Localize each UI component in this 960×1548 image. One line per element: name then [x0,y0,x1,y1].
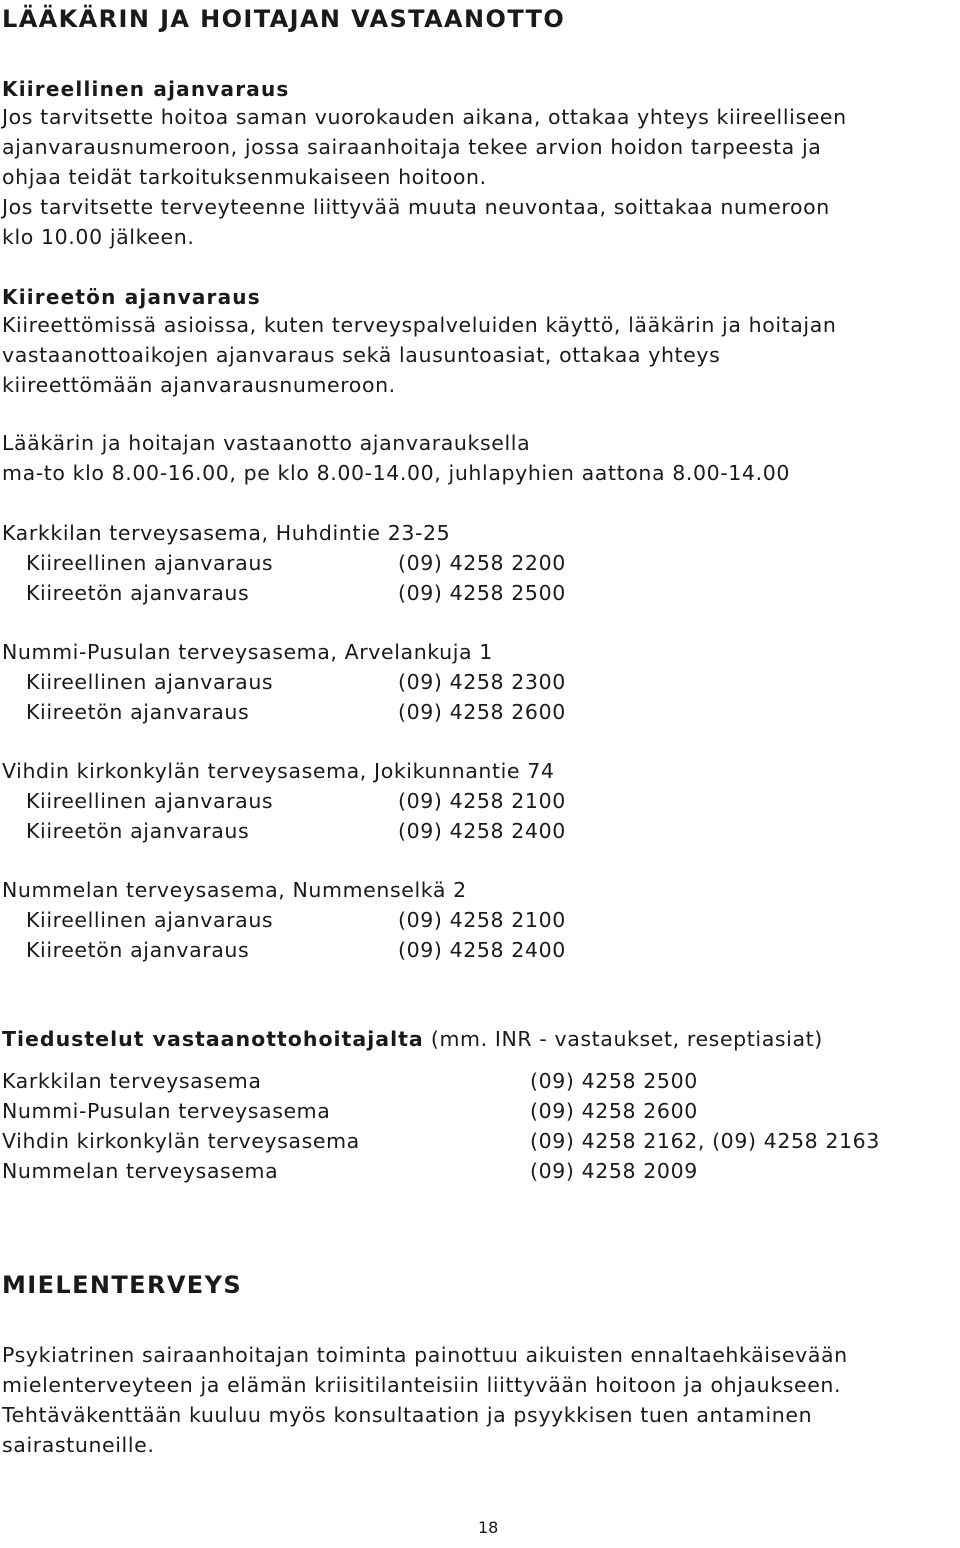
mental-text-line: Psykiatrinen sairaanhoitajan toiminta painottuu aikuisten ennaltaehkäisevään [2,1343,848,1367]
station-row [26,786,273,816]
inquiries-heading-bold: Tiedustelut vastaanottohoitajalta [2,1027,424,1051]
station-row [26,548,273,578]
row-label: Kiireetön ajanvaraus [26,581,250,605]
urgent-heading: Kiireellinen ajanvaraus [2,77,290,101]
station-row [26,578,249,608]
mental-text-line: mielenterveyteen ja elämän kriisitilanteisiin liittyvään hoitoon ja ohjaukseen. [2,1373,842,1397]
hours-line: ma-to klo 8.00-16.00, pe klo 8.00-14.00, juhlapyhien aattona 8.00-14.00 [2,461,790,485]
urgent-text-line: Jos tarvitsette terveyteenne liittyvää muuta neuvontaa, soittakaa numeroon [2,195,830,219]
station-name: Nummi-Pusulan terveysasema, Arvelankuja 1 [2,640,493,664]
inquiry-phone: (09) 4258 2009 [530,1159,698,1183]
row-label: Kiireetön ajanvaraus [26,938,250,962]
mental-text-line: sairastuneille. [2,1433,155,1457]
inquiry-phone: (09) 4258 2162, (09) 4258 2163 [530,1129,880,1153]
hours-line: Lääkärin ja hoitajan vastaanotto ajanvarauksella [2,431,531,455]
inquiry-station-name: Nummelan terveysasema [2,1159,279,1183]
row-label: Kiireellinen ajanvaraus [26,551,274,575]
station-row [26,816,249,846]
phone-number: (09) 4258 2400 [398,819,566,843]
phone-number: (09) 4258 2100 [398,908,566,932]
mental-health-heading: MIELENTERVEYS [2,1271,243,1299]
row-label: Kiireetön ajanvaraus [26,700,250,724]
urgent-text-line: Jos tarvitsette hoitoa saman vuorokauden aikana, ottakaa yhteys kiireelliseen [2,105,847,129]
phone-number: (09) 4258 2400 [398,938,566,962]
nonurgent-text-line: vastaanottoaikojen ajanvaraus sekä lausuntoasiat, ottakaa yhteys [2,343,721,367]
row-label: Kiireellinen ajanvaraus [26,789,274,813]
station-row [26,667,273,697]
station-row [26,935,249,965]
station-name: Nummelan terveysasema, Nummenselkä 2 [2,878,467,902]
urgent-text-line: ajanvarausnumeroon, jossa sairaanhoitaja tekee arvion hoidon tarpeesta ja [2,135,822,159]
phone-number: (09) 4258 2300 [398,670,566,694]
row-label: Kiireellinen ajanvaraus [26,670,274,694]
nonurgent-text-line: kiireettömään ajanvarausnumeroon. [2,373,396,397]
nonurgent-heading: Kiireetön ajanvaraus [2,285,261,309]
page-title: LÄÄKÄRIN JA HOITAJAN VASTAANOTTO [2,5,566,33]
inquiries-heading [2,1024,823,1054]
row-label: Kiireetön ajanvaraus [26,819,250,843]
station-name: Karkkilan terveysasema, Huhdintie 23-25 [2,521,451,545]
phone-number: (09) 4258 2500 [398,581,566,605]
inquiry-phone: (09) 4258 2500 [530,1069,698,1093]
inquiry-phone: (09) 4258 2600 [530,1099,698,1123]
inquiry-station-name: Nummi-Pusulan terveysasema [2,1099,331,1123]
station-name: Vihdin kirkonkylän terveysasema, Jokikunnantie 74 [2,759,555,783]
row-label: Kiireellinen ajanvaraus [26,908,274,932]
inquiry-station-name: Karkkilan terveysasema [2,1069,262,1093]
urgent-text-line: klo 10.00 jälkeen. [2,225,195,249]
phone-number: (09) 4258 2600 [398,700,566,724]
station-row [26,905,273,935]
nonurgent-text-line: Kiireettömissä asioissa, kuten terveyspalveluiden käyttö, lääkärin ja hoitajan [2,313,837,337]
station-row [26,697,249,727]
inquiries-heading-rest: (mm. INR - vastaukset, reseptiasiat) [423,1027,823,1051]
phone-number: (09) 4258 2200 [398,551,566,575]
urgent-text-line: ohjaa teidät tarkoituksenmukaiseen hoitoon. [2,165,487,189]
mental-text-line: Tehtäväkenttään kuuluu myös konsultaation ja psyykkisen tuen antaminen [2,1403,813,1427]
inquiry-station-name: Vihdin kirkonkylän terveysasema [2,1129,360,1153]
page-number: 18 [478,1518,499,1537]
phone-number: (09) 4258 2100 [398,789,566,813]
